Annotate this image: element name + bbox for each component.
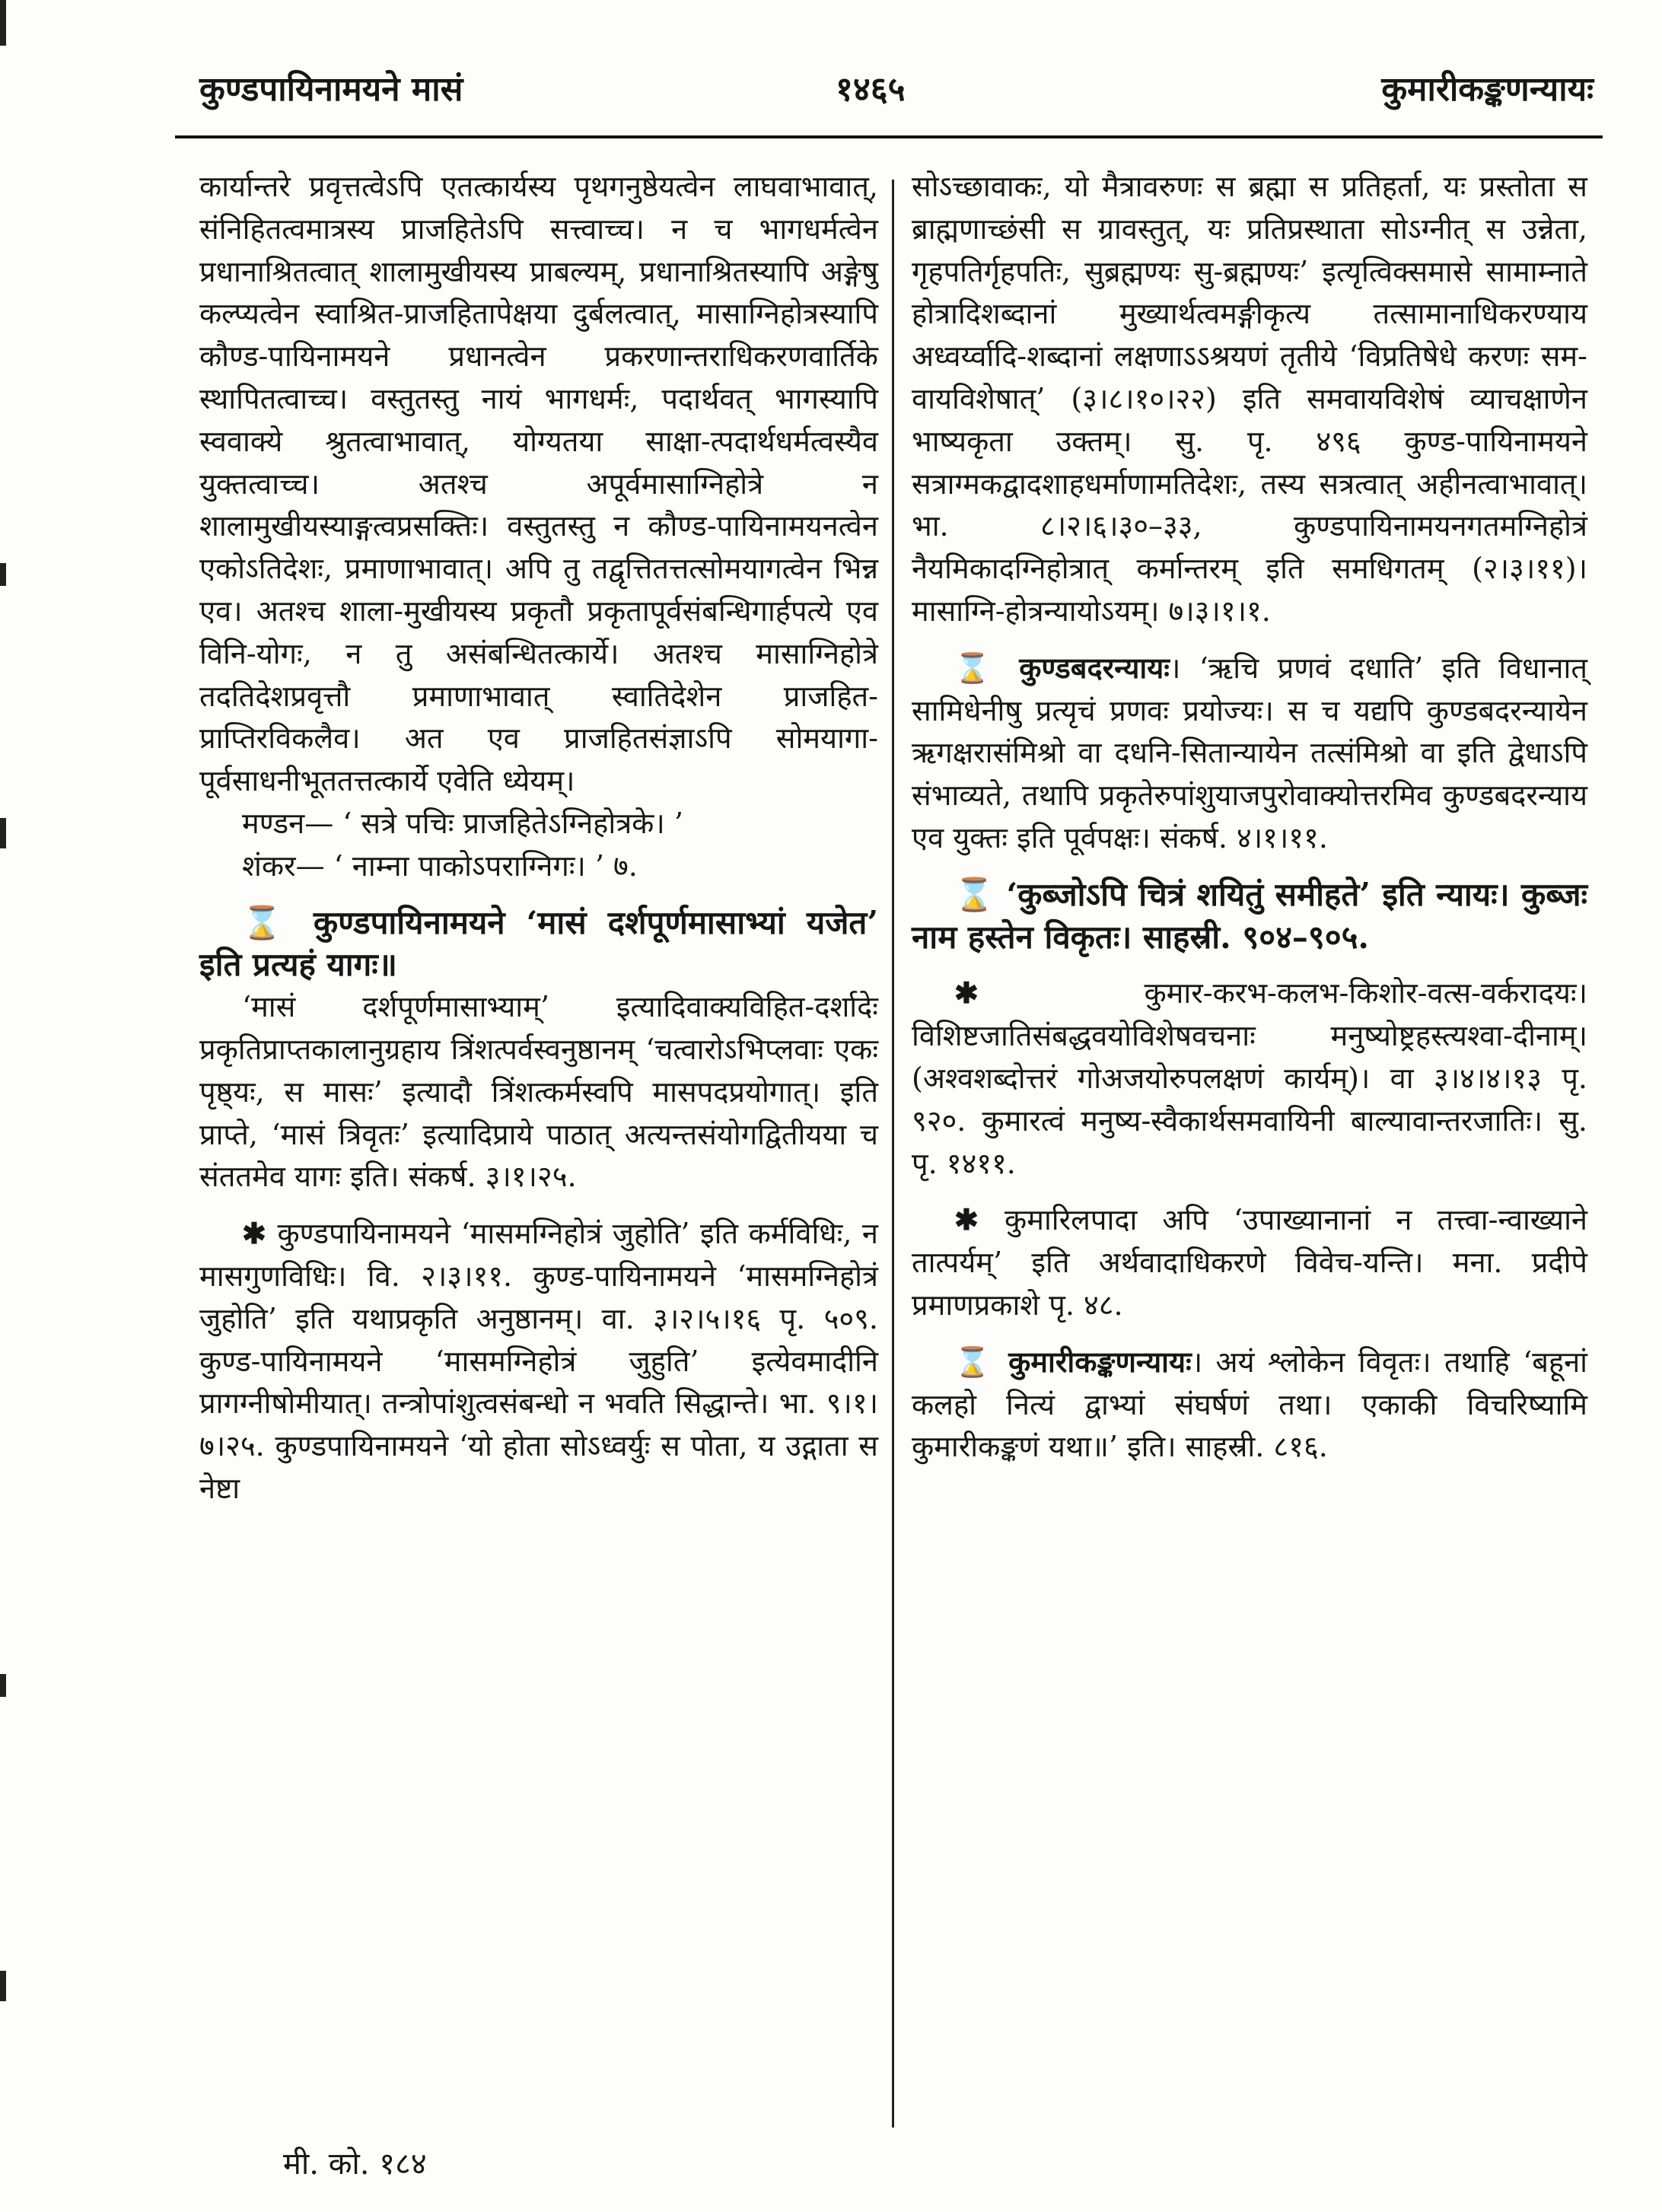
paragraph (912, 1198, 1587, 1326)
signature-mark: मी. को. १८४ (283, 2147, 427, 2182)
paragraph-text: कुण्डपायिनामयने ‘मासमग्निहोत्रं जुहोति’ इति कर्मविधिः, न मासगुणविधिः। वि. २।३।११. कुण्ड-पायिनामयने ‘मासमग्निहोत्रं जुहोति’ इति यथाप्रकृति अनुष्ठानम्। वा. ३।२।५।१६ पृ. ५०९. कुण्ड-पायिनामयने ‘मासमग्निहोत्रं जुहुति’ इत्येवमादीनि प्रागग्नीषोमीयात्। तन्त्रोपांशुत्वसंबन्धो न भवति सिद्धान्ते। भा. ९।१।७।२५. कुण्डपायिनामयने ‘यो होता सोऽध्वर्युः स पोता, य उद्गाता स नेष्टा (199, 1217, 878, 1505)
entry-heading-text: कुण्डपायिनामयने ‘मासं दर्शपूर्णमासाभ्यां यजेत’ इति प्रत्यहं यागः॥ (199, 903, 878, 984)
paragraph-text: कुमारिलपादा अपि ‘उपाख्यानानां न तत्त्वा-न्वाख्याने तात्पर्यम्’ इति अर्थवादाधिकरणे विवेच-यन्ति। मना. प्रदीपे प्रमाणप्रकाशे पृ. ४८. (912, 1203, 1588, 1322)
scan-edge-mark (0, 1971, 6, 2001)
paragraph: सोऽच्छावाकः, यो मैत्रावरुणः स ब्रह्मा स प्रतिहर्ता, यः प्रस्तोता स ब्राह्मणाच्छंसी स ग्रावस्तुत्, यः प्रतिप्रस्थाता सोऽग्नीत् स उन्नेता, गृहपतिर्गृहपतिः, सुब्रह्मण्यः सु-ब्रह्मण्यः’ इत्यृत्विक्समासे सामाम्नाते होत्रादिशब्दानां मुख्यार्थत्वमङ्गीकृत्य तत्सामानाधिकरण्याय अध्वर्य्वादि-शब्दानां लक्षणाऽऽश्रयणं तृतीये ‘विप्रतिषेधे करणः सम-वायविशेषात्’ (३।८।१०।२२) इति समवायविशेषं व्याचक्षाणेन भाष्यकृता उक्तम्। सु. पृ. ४९६ कुण्ड-पायिनामयने सत्राग्मकद्वादशाहधर्माणामतिदेशः, तस्य सत्रत्वात् अहीनत्वाभावात्। भा. ८।२।६।३०–३३, कुण्डपायिनामयनगतमग्निहोत्रं नैयमिकादग्निहोत्रात् कर्मान्तरम् इति समधिगतम् (२।३।११)। मासाग्नि-होत्रन्यायोऽयम्। ७।३।१।१. (912, 170, 1587, 628)
paragraph-text: । अयं श्लोकेन विवृतः। तथाहि ‘बहूनां कलहो नित्यं द्वाभ्यां संघर्षणं तथा। एकाकी विचरिष्यामि कुमारीकङ्कणं यथा॥’ इति। साहस्री. ८१६. (912, 1345, 1587, 1464)
verse-line: मण्डन— ‘ सत्रे पचिः प्राजहितेऽग्निहोत्रके। ’ (242, 806, 683, 840)
paragraph (912, 647, 1587, 860)
asterisk-icon: ✱ (954, 976, 1145, 1011)
hourglass-icon: ⌛ (242, 903, 314, 941)
paragraph (912, 1341, 1587, 1469)
column-rule (892, 180, 894, 2128)
scan-edge-mark (0, 818, 6, 848)
running-head-right: कुमारीकङ्कणन्यायः (1381, 70, 1594, 109)
paragraph-text: कुमार-करभ-कलभ-किशोर-वत्स-वर्करादयः। विशिष्टजातिसंबद्धवयोविशेषवचनाः मनुष्योष्ट्रहस्त्यश्वा-दीनाम्। (अश्वशब्दोत्तरं गोअजयोरुपलक्षणं कार्यम्)। वा ३।४।४।१३ पृ. ९२०. कुमारत्वं मनुष्य-स्वैकार्थसमवायिनी बाल्यावान्तरजातिः। सु. पृ. १४११. (912, 976, 1587, 1180)
entry-heading-text: कुण्डबदरन्यायः (1019, 650, 1170, 685)
asterisk-icon: ✱ (242, 1216, 278, 1251)
verse-line: शंकर— ‘ नाम्ना पाकोऽपराग्निगः। ’ ७. (242, 848, 638, 883)
hourglass-icon: ⌛ (954, 875, 1007, 913)
paragraph (199, 1212, 878, 1510)
paragraph: कार्यान्तरे प्रवृत्तत्वेऽपि एतत्कार्यस्य पृथगनुष्ठेयत्वेन लाघवाभावात्, संनिहितत्वमात्रस्य प्राजहितेऽपि सत्त्वाच्च। न च भागधर्मत्वेन प्रधानाश्रितत्वात् शालामुखीयस्य प्राबल्यम्, प्रधानाश्रितस्यापि अङ्गेषु कल्प्यत्वेन स्वाश्रित-प्राजहितापेक्षया दुर्बलत्वात्, मासाग्निहोत्रस्यापि कौण्ड-पायिनामयने प्रधानत्वेन प्रकरणान्तराधिकरणवार्तिके स्थापितत्वाच्च। वस्तुतस्तु नायं भागधर्मः, पदार्थवत् भागस्यापि स्ववाक्ये श्रुतत्वाभावात्, योग्यतया साक्षा-त्पदार्थधर्मत्वस्यैव युक्तत्वाच्च। अतश्च अपूर्वमासाग्निहोत्रे न शालामुखीयस्याङ्गत्वप्रसक्तिः। वस्तुतस्तु न कौण्ड-पायिनामयनत्वेन एकोऽतिदेशः, प्रमाणाभावात्। अपि तु तद्वृत्तितत्तत्सोमयागत्वेन भिन्न एव। अतश्च शाला-मुखीयस्य प्रकृतौ प्रकृतापूर्वसंबन्धिगार्हपत्ये एव विनि-योगः, न तु असंबन्धितत्कार्ये। अतश्च मासाग्निहोत्रे तदतिदेशप्रवृत्तौ प्रमाणाभावात् स्वातिदेशेन प्राजहित-प्राप्तिरविकलैव। अत एव प्राजहितसंज्ञाऽपि सोमयागा-पूर्वसाधनीभूततत्तत्कार्ये एवेति ध्येयम्। (199, 170, 878, 798)
hourglass-icon: ⌛ (954, 1344, 1009, 1379)
running-head-left: कुण्डपायिनामयने मासं (199, 70, 463, 109)
scan-edge-mark (0, 0, 6, 46)
entry-heading-text: कुमारीकङ्कणन्यायः (1008, 1344, 1192, 1379)
left-column (199, 166, 878, 1510)
page-number: १४६५ (836, 70, 906, 109)
paragraph-text: ‘कुब्जोऽपि चित्रं शयितुं समीहते’ इति न्यायः। कुब्जः नाम हस्तेन विकृतः। साहस्री. ९०४–९०५. (912, 875, 1587, 956)
hourglass-icon: ⌛ (954, 650, 1020, 685)
header-rule (175, 135, 1603, 138)
paragraph (912, 972, 1587, 1185)
right-column (912, 166, 1587, 1469)
paragraph-text: । ‘ऋचि प्रणवं दधाति’ इति विधानात् सामिधेनीषु प्रत्यृचं प्रणवः प्रयोज्यः। स च यद्यपि कुण्डबदरन्यायेन ऋगक्षरासंमिश्रो वा दधनि-सितान्यायेन तत्संमिश्रो वा इति द्वेधाऽपि संभाव्यते, तथापि प्रकृतेरुपांशुयाजपुरोवाक्योत्तरमिव कुण्डबदरन्याय एव युक्तः इति पूर्वपक्षः। संकर्ष. ४।१।११. (912, 651, 1587, 855)
scan-edge-mark (0, 563, 6, 586)
asterisk-icon: ✱ (954, 1202, 1005, 1237)
paragraph (912, 874, 1587, 959)
scan-edge-mark (0, 1674, 6, 1697)
paragraph: ‘मासं दर्शपूर्णमासाभ्याम्’ इत्यादिवाक्यविहित-दर्शादेः प्रकृतिप्राप्तकालानुग्रहाय त्रिंशत्पर्वस्वनुष्ठानम् ‘चत्वारोऽभिप्लवाः एकः पृष्ठ्यः, स मासः’ इत्यादौ त्रिंशत्कर्मस्वपि मासपदप्रयोगात्। इति प्राप्ते, ‘मासं त्रिवृतः’ इत्यादिप्राये पाठात् अत्यन्तसंयोगद्वितीयया च संततमेव यागः इति। संकर्ष. ३।१।२५. (199, 990, 878, 1194)
entry-heading (199, 902, 878, 987)
